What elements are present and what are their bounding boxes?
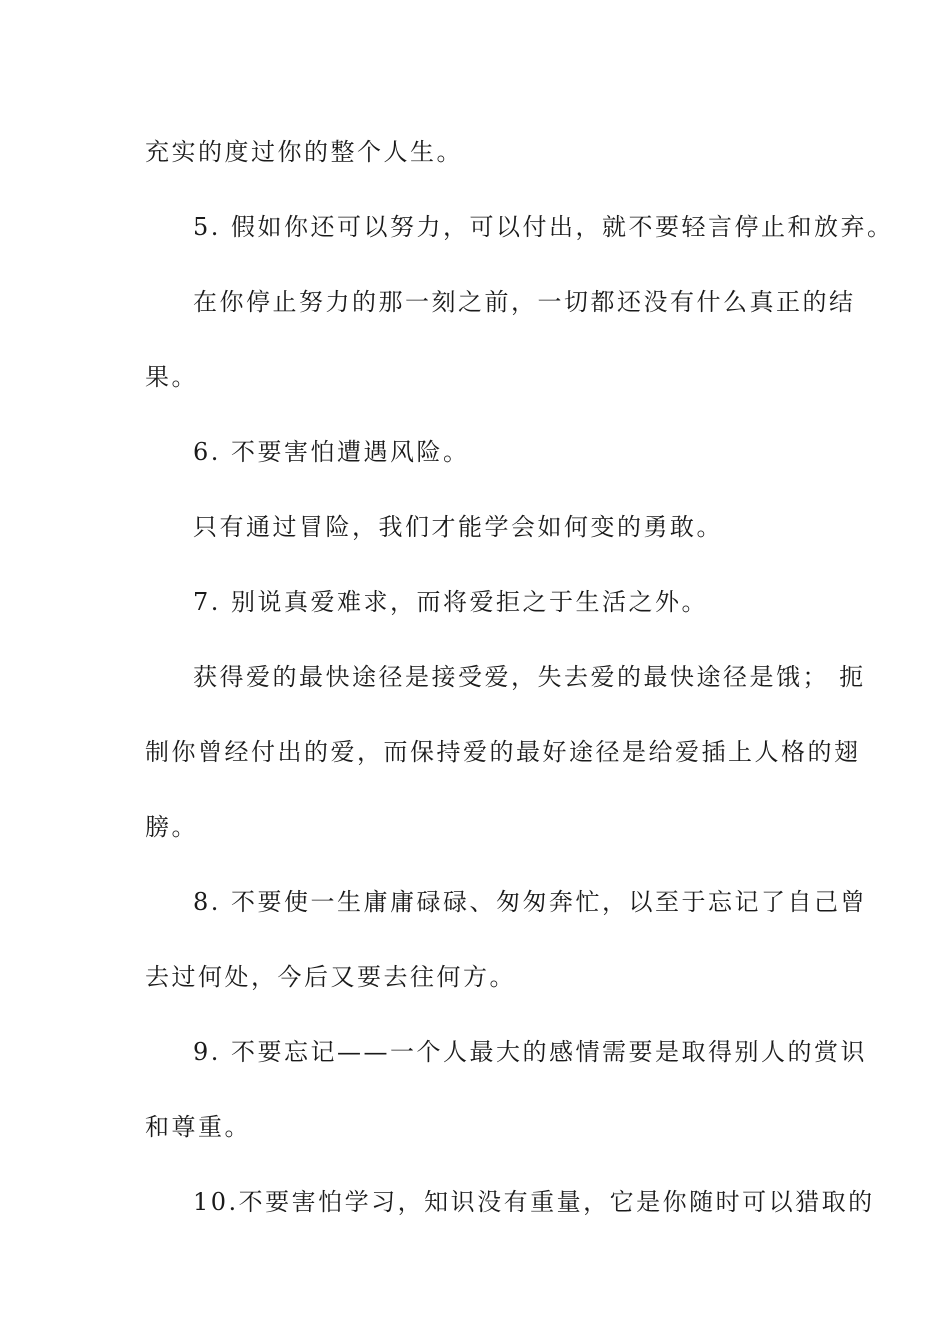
list-item-7-heading: 7. 别说真爱难求，而将爱拒之于生活之外。 <box>193 588 709 616</box>
list-item-9-heading: 9. 不要忘记——一个人最大的感情需要是取得别人的赏识 <box>193 1038 868 1066</box>
text-line: 充实的度过你的整个人生。 <box>145 138 463 166</box>
text-line: 果。 <box>145 363 198 391</box>
text-line: 在你停止努力的那一刻之前，一切都还没有什么真正的结 <box>193 288 856 316</box>
text-line: 和尊重。 <box>145 1113 251 1141</box>
text-line: 只有通过冒险，我们才能学会如何变的勇敢。 <box>193 513 723 541</box>
text-line: 制你曾经付出的爱，而保持爱的最好途径是给爱插上人格的翅 <box>145 738 861 766</box>
list-item-5-heading: 5. 假如你还可以努力，可以付出，就不要轻言停止和放弃。 <box>193 213 894 241</box>
list-item-8-heading: 8. 不要使一生庸庸碌碌、匆匆奔忙，以至于忘记了自己曾 <box>193 888 868 916</box>
list-item-6-heading: 6. 不要害怕遭遇风险。 <box>193 438 470 466</box>
list-item-10-heading: 10.不要害怕学习，知识没有重量，它是你随时可以猎取的 <box>193 1188 875 1216</box>
text-line: 去过何处，今后又要去往何方。 <box>145 963 516 991</box>
text-line: 获得爱的最快途径是接受爱，失去爱的最快途径是饿； 扼 <box>193 663 866 691</box>
text-line: 膀。 <box>145 813 198 841</box>
